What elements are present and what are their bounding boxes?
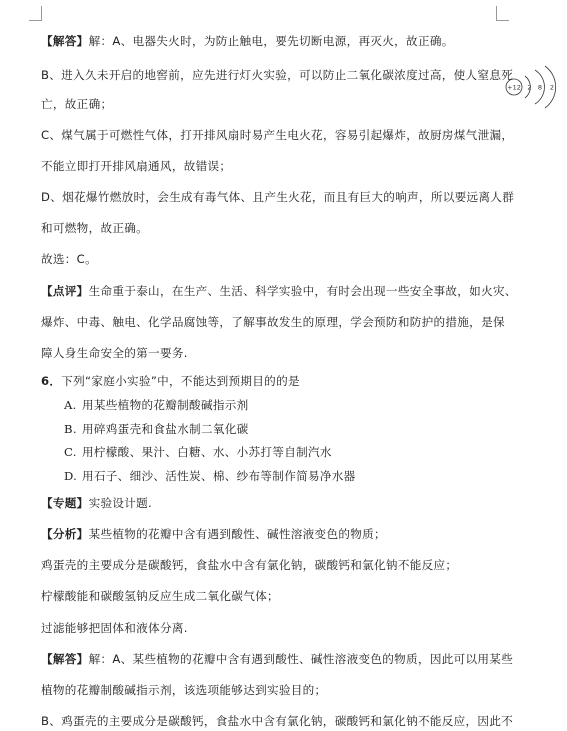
text-line: 爆炸、中毒、触电、化学品腐蚀等，了解事故发生的原理，学会预防和防护的措施，是保	[41, 315, 505, 329]
text-line: 亡，故正确；	[41, 97, 113, 111]
shell-3-electrons: 2	[549, 83, 555, 92]
analysis-line: 【分析】某些植物的花瓣中含有遇到酸性、碱性溶液变色的物质；	[41, 527, 386, 541]
text-line: 和可燃物，故正确。	[41, 221, 149, 235]
magnesium-atom-structure-diagram	[503, 64, 563, 114]
text-line: 柠檬酸能和碳酸氢钠反应生成二氧化碳气体；	[41, 589, 279, 603]
nucleus-charge: +12	[507, 83, 521, 92]
text-line: D、烟花爆竹燃放时，会生成有毒气体、且产生火花，而且有巨大的响声，所以要远离人群	[41, 190, 515, 204]
option-b: B. 用碎鸡蛋壳和食盐水制二氧化碳	[64, 422, 249, 436]
text-line: C、煤气属于可燃性气体，打开排风扇时易产生电火花，容易引起爆炸，故厨房煤气泄漏，	[41, 128, 514, 142]
text-line: 鸡蛋壳的主要成分是碳酸钙，食盐水中含有氯化钠，碳酸钙和氯化钠不能反应；	[41, 558, 458, 572]
page-corner-mark-left	[29, 6, 42, 21]
comment-line: 【点评】生命重于泰山，在生产、生活、科学实验中，有时会出现一些安全事故，如火灾、	[41, 284, 517, 298]
text-line: B、鸡蛋壳的主要成分是碳酸钙，食盐水中含有氯化钠，碳酸钙和氯化钠不能反应，因此不	[41, 714, 514, 728]
option-c: C. 用柠檬酸、果汁、白糖、水、小苏打等自制汽水	[64, 445, 332, 459]
text-line: B、进入久未开启的地窖前，应先进行灯火实验，可以防止二氧化碳浓度过高，使人窒息死	[41, 68, 514, 82]
question-line: 6．下列“家庭小实验”中，不能达到预期目的的是	[41, 374, 300, 388]
text-line: 不能立即打开排风扇通风，故错误；	[41, 159, 232, 173]
option-a: A. 用某些植物的花瓣制酸碱指示剂	[64, 398, 249, 412]
text-line: 故选：C。	[41, 252, 97, 266]
answer-line: 【解答】解：A、某些植物的花瓣中含有遇到酸性、碱性溶液变色的物质，因此可以用某些	[41, 652, 514, 666]
option-d: D. 用石子、细沙、活性炭、棉、纱布等制作简易净水器	[64, 469, 356, 483]
text-line: 植物的花瓣制酸碱指示剂，该选项能够达到实验目的；	[41, 683, 327, 697]
page-corner-mark-right	[496, 6, 509, 21]
answer-line: 【解答】解：A、电器失火时，为防止触电，要先切断电源，再灭火，故正确。	[41, 34, 454, 48]
shell-1-electrons: 2	[527, 83, 532, 92]
topic-line: 【专题】实验设计题.	[41, 496, 153, 510]
shell-2-electrons: 8	[537, 83, 543, 92]
text-line: 障人身生命安全的第一要务.	[41, 346, 188, 360]
text-line: 过滤能够把固体和液体分离.	[41, 621, 188, 635]
